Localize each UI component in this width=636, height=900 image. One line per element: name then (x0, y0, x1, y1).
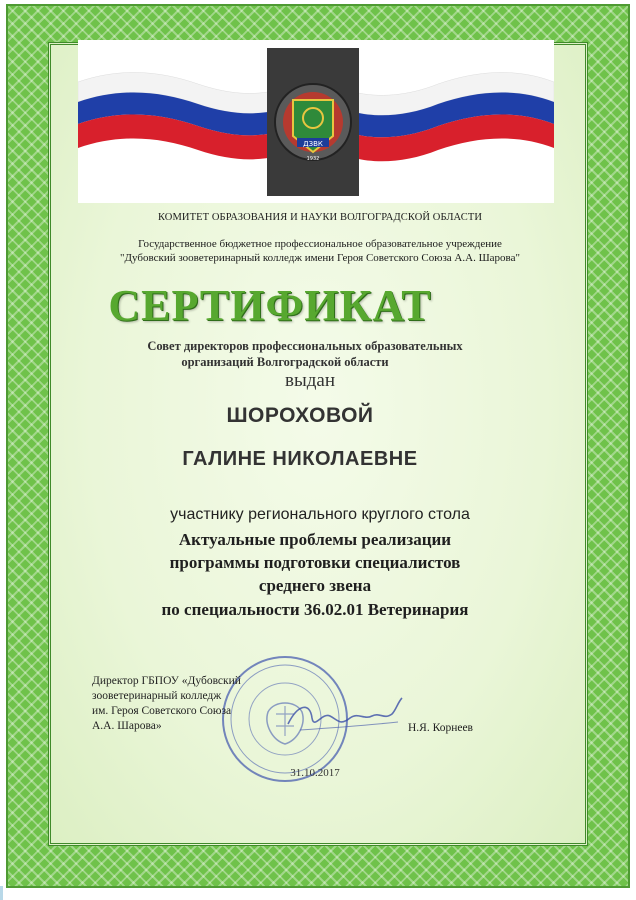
issue-date: 31.10.2017 (290, 767, 340, 779)
recipient-surname: ШОРОХОВОЙ (226, 404, 374, 427)
director-line-1: Директор ГБПОУ «Дубовский (92, 675, 241, 687)
council-line-1: Совет директоров профессиональных образовательных (147, 339, 463, 353)
topic-line-3: среднего звена (258, 576, 372, 595)
topic-line-2: программы подготовки специалистов (169, 553, 461, 572)
director-line-4: А.А. Шарова» (92, 720, 162, 732)
header-banner (78, 40, 554, 203)
event-topic (90, 528, 540, 597)
emblem-year: 1932 (306, 156, 320, 162)
participant-role: участнику регионального круглого стола (170, 506, 470, 523)
college-emblem-icon (267, 48, 359, 196)
emblem-abbr: ДЗВК (303, 140, 323, 148)
institution-line-2: "Дубовский зооветеринарный колледж имени Героя Советского Союза А.А. Шарова" (120, 252, 520, 264)
director-title (92, 674, 292, 734)
topic-line-1: Актуальные проблемы реализации (178, 530, 452, 549)
council-name (90, 338, 520, 370)
certificate-title: СЕРТИФИКАТ (108, 281, 432, 330)
director-line-2: зооветеринарный колледж (92, 690, 222, 702)
institution-line-1: Государственное бюджетное профессиональное образовательное учреждение (138, 238, 502, 250)
signature-icon (280, 690, 410, 740)
director-line-3: им. Героя Советского Союза (92, 705, 232, 717)
institution-name (70, 237, 570, 265)
issued-label: выдан (284, 370, 335, 391)
recipient-name: ГАЛИНЕ НИКОЛАЕВНЕ (182, 448, 418, 470)
council-line-2: организаций Волгоградской области (181, 355, 389, 369)
signer-name: Н.Я. Корнеев (408, 722, 473, 734)
committee-heading: КОМИТЕТ ОБРАЗОВАНИЯ И НАУКИ ВОЛГОГРАДСКОЙ ОБЛАСТИ (157, 212, 483, 223)
specialty-line: по специальности 36.02.01 Ветеринария (161, 600, 469, 619)
scan-edge-mark (0, 886, 3, 900)
